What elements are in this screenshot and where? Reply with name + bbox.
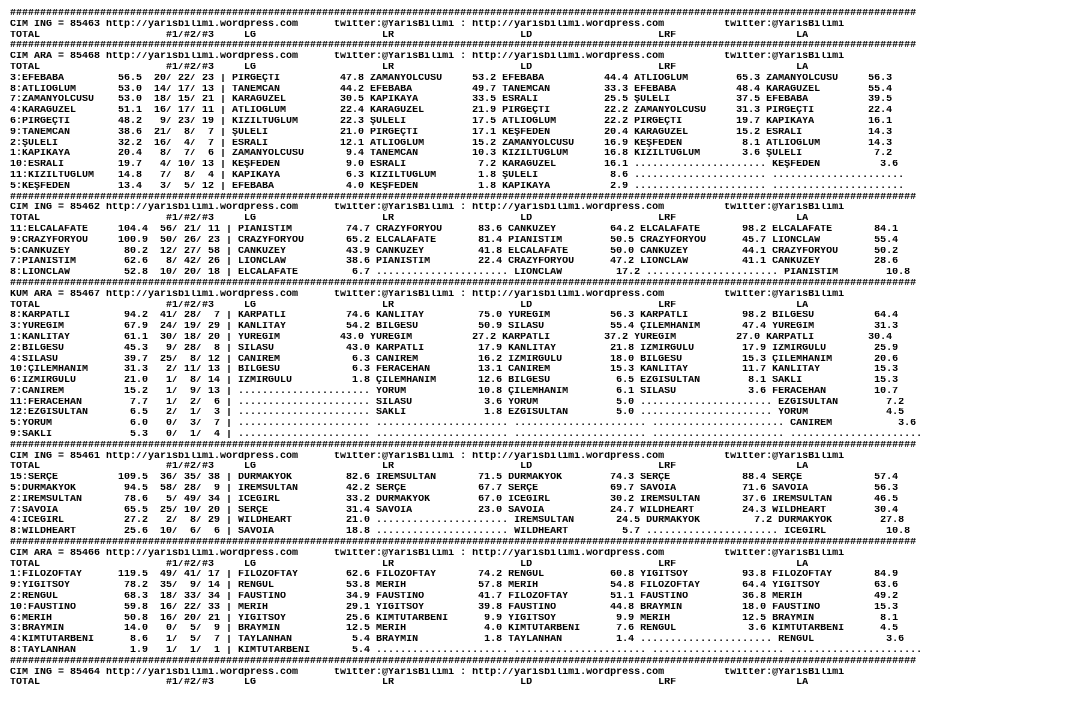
document-line: TOTAL #1/#2/#3 LG LR LD LRF LA <box>10 214 809 225</box>
document-line: 2:RENGÜL 68.3 18/ 33/ 34 | FAUSTİNO 34.9 FAUSTİNO 41.7 FİLOZOFTAY 51.1 FAUSTİNO 36.8 MERİH 49.2 <box>10 592 899 603</box>
document-line: 8:KARPATLI 94.2 41/ 28/ 7 | KARPATLI 74.6 KANLITAY 75.0 YÜREĞİM 56.3 KARPATLI 98.2 BİLGESU 64.4 <box>10 311 899 322</box>
document-line: CIM ARA = 85468 http://yarisbilimi.wordpress.com twitter:@YarisBilimi : http://yarisbilimi.wordpress.com twitter:@YarisBilimi <box>10 52 845 63</box>
document-line: 5:KEŞFEDEN 13.4 3/ 5/ 12 | EFEBABA 4.0 KEŞFEDEN 1.8 KAPIKAYA 2.9 ...................... ...................... <box>10 181 905 192</box>
document-line: 4:KARAGÜZEL 51.1 16/ 17/ 11 | ATLIOĞLUM 22.4 KARAGÜZEL 21.9 PİRGEÇTİ 22.2 ZAMANYOLCUSU 31.3 PİRGEÇTİ 22.4 <box>10 106 893 117</box>
document-line: 5:YORUM 6.0 0/ 3/ 7 | ...................... ...................... ...................... ...................... CANİREM 3.6 <box>10 419 917 430</box>
document-line: CIM ING = 85464 http://yarisbilimi.wordpress.com twitter:@YarisBilimi : http://yarisbilimi.wordpress.com twitter:@YarisBilimi <box>10 667 845 678</box>
document-line: ####################################################################################################################################################### <box>10 440 917 451</box>
document-line: 6:MERİH 50.8 16/ 20/ 21 | YİĞİTSOY 25.6 KİMTUTARBENİ 9.9 YİĞİTSOY 9.9 MERİH 12.5 BRAYMIN 8.1 <box>10 613 899 624</box>
document-line: 3:YÜREĞİM 67.9 24/ 19/ 29 | KANLITAY 54.2 BİLGESU 50.9 SILASU 55.4 ÇİLEMHANIM 47.4 YÜREĞİM 31.3 <box>10 322 899 333</box>
document-line: TOTAL #1/#2/#3 LG LR LD LRF LA <box>10 62 809 73</box>
document-line: TOTAL #1/#2/#3 LG LR LD LRF LA <box>10 30 809 41</box>
document-line: CIM ING = 85462 http://yarisbilimi.wordpress.com twitter:@YarisBilimi : http://yarisbilimi.wordpress.com twitter:@YarisBilimi <box>10 203 845 214</box>
document-line: 10:FAUSTİNO 59.8 16/ 22/ 33 | MERİH 29.1 YİĞİTSOY 39.8 FAUSTİNO 44.8 BRAYMIN 18.0 FAUSTİNO 15.3 <box>10 602 899 613</box>
document-line: 6:İZMİRGÜLÜ 21.0 1/ 8/ 14 | İZMİRGÜLÜ 1.8 ÇİLEMHANIM 12.6 BİLGESU 6.5 EZGİSULTAN 8.1 SAKLI 15.3 <box>10 376 899 387</box>
document-line: 9:CRAZYFORYOU 100.9 50/ 26/ 23 | CRAZYFORYOU 65.2 ELCALAFATE 81.4 PİANİSTİM 50.5 CRAZYFORYOU 45.7 LIONCLAW 55.4 <box>10 235 899 246</box>
document-line: 3:EFEBABA 56.5 20/ 22/ 23 | PİRGEÇTİ 47.8 ZAMANYOLCUSU 53.2 EFEBABA 44.4 ATLIOĞLUM 65.3 ZAMANYOLCUSU 56.3 <box>10 73 893 84</box>
document-line: CIM ING = 85461 http://yarisbilimi.wordpress.com twitter:@YarisBilimi : http://yarisbilimi.wordpress.com twitter:@YarisBilimi <box>10 451 845 462</box>
document-line: 7:ZAMANYOLCUSU 53.0 18/ 15/ 21 | KARAGÜZEL 30.5 KAPIKAYA 33.5 ESRALI 25.5 ŞULELİ 37.5 EFEBABA 39.5 <box>10 95 893 106</box>
results-document <box>10 9 1070 709</box>
document-line: 8:LIONCLAW 52.8 10/ 20/ 18 | ELCALAFATE 6.7 ...................... LIONCLAW 17.2 ...................... PİANİSTİM 10.8 <box>10 268 911 279</box>
document-line: 3:BRAYMIN 14.0 0/ 5/ 9 | BRAYMIN 12.5 MERİH 4.0 KİMTUTARBENİ 7.6 RENGÜL 3.6 KİMTUTARBENİ 4.5 <box>10 624 899 635</box>
document-line: 12:EZGİSULTAN 6.5 2/ 1/ 3 | ...................... SAKLI 1.8 EZGİSULTAN 5.0 ...................... YORUM 4.5 <box>10 408 905 419</box>
document-line: 9:TANEMCAN 38.6 21/ 8/ 7 | ŞULELİ 21.0 PİRGEÇTİ 17.1 KEŞFEDEN 20.4 KARAGÜZEL 15.2 ESRALI 14.3 <box>10 127 893 138</box>
document-line: 15:SERÇE 109.5 36/ 35/ 38 | DURMAKYOK 82.6 İREMSULTAN 71.5 DURMAKYOK 74.3 SERÇE 88.4 SERÇE 57.4 <box>10 473 899 484</box>
document-line: 1:KANLITAY 61.1 30/ 18/ 20 | YÜREĞİM 43.0 YÜREĞİM 27.2 KARPATLI 37.2 YÜREĞİM 27.0 KARPATLI 30.4 <box>10 332 893 343</box>
document-line: 10:ESRALI 19.7 4/ 10/ 13 | KEŞFEDEN 9.0 ESRALI 7.2 KARAGÜZEL 16.1 ...................... KEŞFEDEN 3.6 <box>10 160 899 171</box>
document-line: 5:DURMAKYOK 94.5 58/ 28/ 9 | İREMSULTAN 42.2 SERÇE 67.7 SERÇE 69.7 SAVOİA 71.6 SAVOİA 56.3 <box>10 484 899 495</box>
document-line: 1:FİLOZOFTAY 119.5 49/ 41/ 17 | FİLOZOFTAY 62.6 FİLOZOFTAY 74.2 RENGÜL 60.8 YİĞİTSOY 93.8 FİLOZOFTAY 84.9 <box>10 570 899 581</box>
document-line: CIM ING = 85463 http://yarisbilimi.wordpress.com twitter:@YarisBilimi : http://yarisbilimi.wordpress.com twitter:@YarisBilimi <box>10 19 845 30</box>
document-line: ####################################################################################################################################################### <box>10 192 917 203</box>
document-line: 8:WILDHEART 25.6 10/ 6/ 6 | SAVOİA 18.8 ...................... WILDHEART 5.7 ...................... ICEGIRL 10.8 <box>10 527 911 538</box>
document-line: 8:TAYLANHAN 1.9 1/ 1/ 1 | KİMTUTARBENİ 5.4 ...................... ...................... ...................... ...................... <box>10 646 923 657</box>
document-line: 6:PİRGEÇTİ 48.2 9/ 23/ 19 | KIZILTUĞLUM 22.3 ŞULELİ 17.5 ATLIOĞLUM 22.2 PİRGEÇTİ 19.7 KAPIKAYA 16.1 <box>10 116 893 127</box>
document-line: 7:SAVOİA 65.5 25/ 10/ 20 | SERÇE 31.4 SAVOİA 23.0 SAVOİA 24.7 WILDHEART 24.3 WILDHEART 30.4 <box>10 505 899 516</box>
document-line: 11:ELCALAFATE 104.4 56/ 21/ 11 | PİANİSTİM 74.7 CRAZYFORYOU 83.6 CANKUZEY 64.2 ELCALAFATE 98.2 ELCALAFATE 84.1 <box>10 224 899 235</box>
document-line: 9:YİĞİTSOY 78.2 35/ 9/ 14 | RENGÜL 53.8 MERİH 57.8 MERİH 54.8 FİLOZOFTAY 64.4 YİĞİTSOY 63.6 <box>10 581 899 592</box>
document-line: KUM ARA = 85467 http://yarisbilimi.wordpress.com twitter:@YarisBilimi : http://yarisbilimi.wordpress.com twitter:@YarisBilimi <box>10 289 845 300</box>
document-line: 11:KIZILTUĞLUM 14.8 7/ 8/ 4 | KAPIKAYA 6.3 KIZILTUĞLUM 1.8 ŞULELİ 8.6 ...................... ...................... <box>10 170 905 181</box>
document-line: 11:FERACEHAN 7.7 1/ 2/ 6 | ...................... SILASU 3.6 YORUM 5.0 ...................... EZGİSULTAN 7.2 <box>10 397 905 408</box>
document-line: 7:PİANİSTİM 62.6 8/ 42/ 26 | LIONCLAW 38.6 PİANİSTİM 22.4 CRAZYFORYOU 47.2 LIONCLAW 41.1 CANKUZEY 28.6 <box>10 257 899 268</box>
document-line: 2:ŞULELİ 32.2 16/ 4/ 7 | ESRALI 12.1 ATLIOĞLUM 15.2 ZAMANYOLCUSU 16.9 KEŞFEDEN 8.1 ATLIOĞLUM 14.3 <box>10 138 893 149</box>
document-line: TOTAL #1/#2/#3 LG LR LD LRF LA <box>10 559 809 570</box>
document-line: TOTAL #1/#2/#3 LG LR LD LRF LA <box>10 300 809 311</box>
document-line: CIM ARA = 85466 http://yarisbilimi.wordpress.com twitter:@YarisBilimi : http://yarisbilimi.wordpress.com twitter:@YarisBilimi <box>10 548 845 559</box>
document-line: 7:CANİREM 15.2 1/ 9/ 13 | ...................... YORUM 10.8 ÇİLEMHANIM 6.1 SILASU 3.6 FERACEHAN 10.7 <box>10 386 899 397</box>
document-line: 4:KİMTUTARBENİ 8.6 1/ 5/ 7 | TAYLANHAN 5.4 BRAYMIN 1.8 TAYLANHAN 1.4 ...................... RENGÜL 3.6 <box>10 635 905 646</box>
document-line: 2:İREMSULTAN 78.6 5/ 49/ 34 | ICEGIRL 33.2 DURMAKYOK 67.0 ICEGIRL 30.2 İREMSULTAN 37.6 İREMSULTAN 46.5 <box>10 494 899 505</box>
document-line: ####################################################################################################################################################### <box>10 41 917 52</box>
document-line: 4:ICEGIRL 27.2 2/ 8/ 29 | WILDHEART 21.0 ...................... İREMSULTAN 24.5 DURMAKYOK 7.2 DURMAKYOK 27.8 <box>10 516 905 527</box>
document-line: ####################################################################################################################################################### <box>10 278 917 289</box>
document-line: TOTAL #1/#2/#3 LG LR LD LRF LA <box>10 462 809 473</box>
document-line: 1:KAPIKAYA 20.4 8/ 7/ 6 | ZAMANYOLCUSU 9.4 TANEMCAN 10.3 KIZILTUĞLUM 16.8 KIZILTUĞLUM 3.6 ŞULELİ 7.2 <box>10 149 893 160</box>
document-line: ####################################################################################################################################################### <box>10 9 917 19</box>
document-line: 5:CANKUZEY 80.2 12/ 27/ 58 | CANKUZEY 43.9 CANKUZEY 41.8 ELCALAFATE 50.0 CANKUZEY 44.1 CRAZYFORYOU 50.2 <box>10 246 899 257</box>
document-line: 8:ATLIOĞLUM 53.0 14/ 17/ 13 | TANEMCAN 44.2 EFEBABA 49.7 TANEMCAN 33.3 EFEBABA 48.4 KARAGÜZEL 55.4 <box>10 84 893 95</box>
document-line: 2:BİLGESU 45.3 9/ 28/ 8 | SILASU 43.0 KARPATLI 17.9 KANLITAY 21.8 İZMİRGÜLÜ 17.9 İZMİRGÜLÜ 25.9 <box>10 343 899 354</box>
document-line: 4:SILASU 39.7 25/ 8/ 12 | CANİREM 6.3 CANİREM 16.2 İZMİRGÜLÜ 18.0 BİLGESU 15.3 ÇİLEMHANIM 20.6 <box>10 354 899 365</box>
document-line: 9:SAKLI 5.3 0/ 1/ 4 | ...................... ...................... ...................... ...................... ...................... <box>10 430 923 441</box>
document-line: ####################################################################################################################################################### <box>10 538 917 549</box>
document-line: ####################################################################################################################################################### <box>10 656 917 667</box>
document-line: 10:ÇİLEMHANIM 31.3 2/ 11/ 13 | BİLGESU 6.3 FERACEHAN 13.1 CANİREM 15.3 KANLITAY 11.7 KANLITAY 15.3 <box>10 365 899 376</box>
document-line: TOTAL #1/#2/#3 LG LR LD LRF LA <box>10 678 809 689</box>
